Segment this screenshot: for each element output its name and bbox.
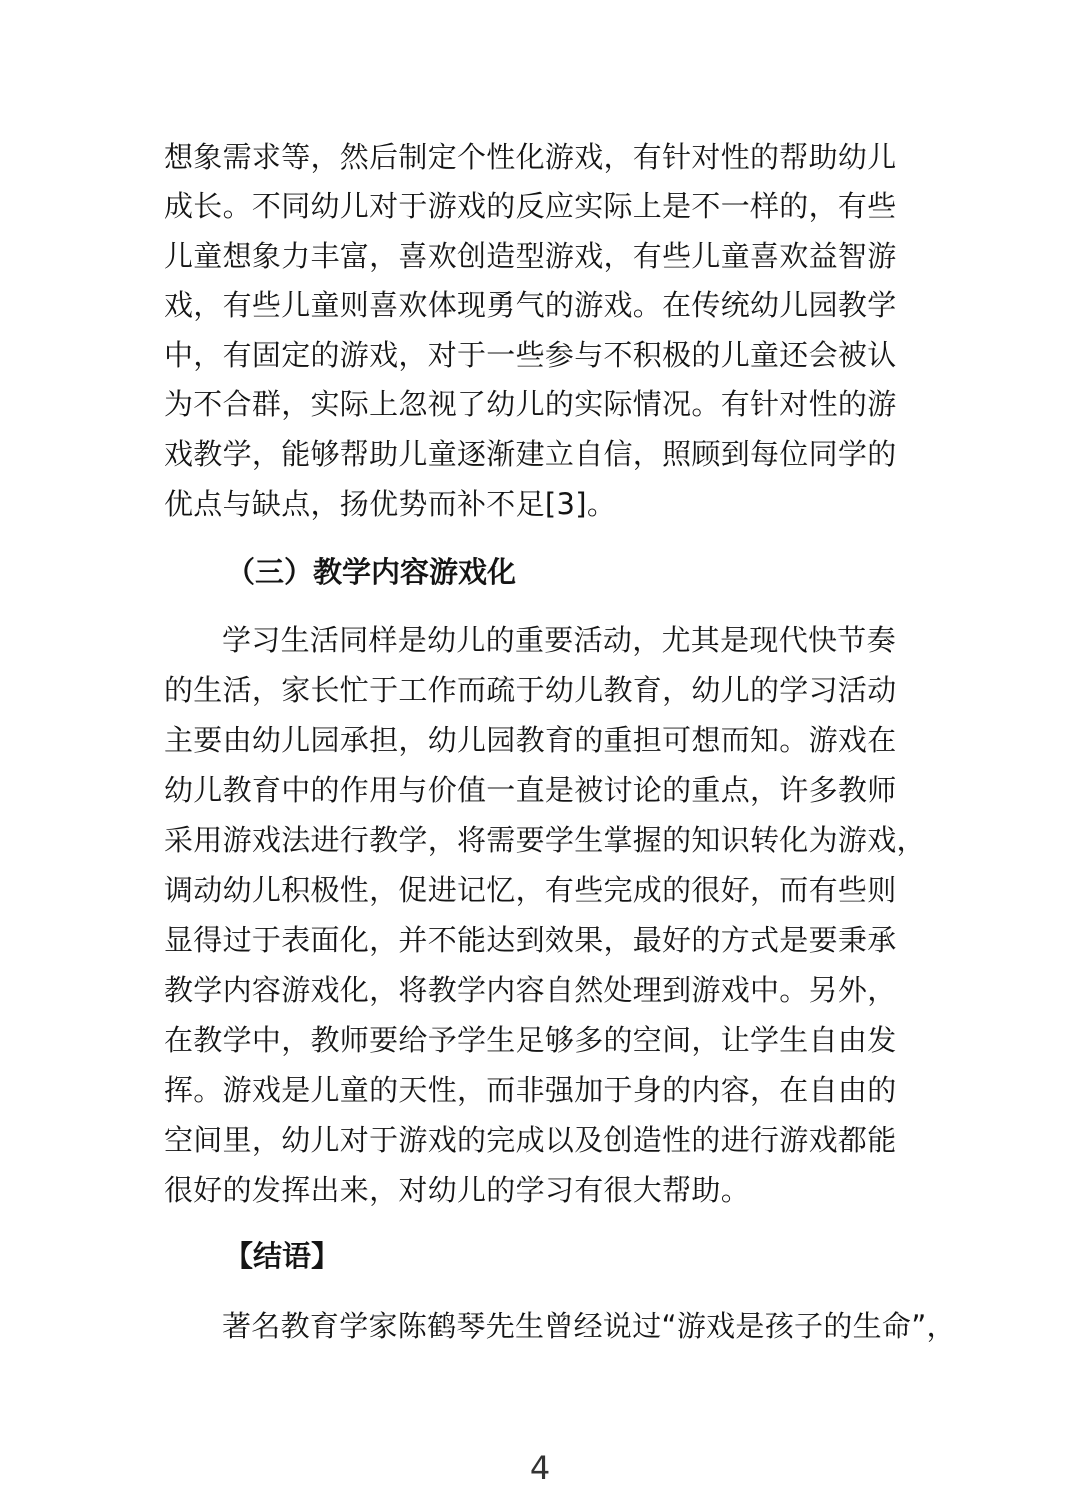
text-line: 戏，有些儿童则喜欢体现勇气的游戏。在传统幼儿园教学: [164, 288, 897, 322]
text-line: 主要由幼儿园承担，幼儿园教育的重担可想而知。游戏在: [164, 723, 897, 757]
text-line: 戏教学，能够帮助儿童逐渐建立自信，照顾到每位同学的: [164, 437, 897, 471]
text-line: 很好的发挥出来，对幼儿的学习有很大帮助。: [164, 1173, 751, 1207]
text-line: 为不合群，实际上忽视了幼儿的实际情况。有针对性的游: [164, 387, 897, 421]
text-line: 成长。不同幼儿对于游戏的反应实际上是不一样的，有些: [164, 189, 897, 223]
text-line: 学习生活同样是幼儿的重要活动，尤其是现代快节奏: [222, 623, 896, 657]
text-line: 在教学中，教师要给予学生足够多的空间，让学生自由发: [164, 1023, 897, 1057]
text-line: 采用游戏法进行教学，将需要学生掌握的知识转化为游戏，: [164, 823, 926, 857]
text-line: 著名教育学家陈鹤琴先生曾经说过“游戏是孩子的生命”，: [222, 1309, 956, 1343]
text-line: 显得过于表面化，并不能达到效果，最好的方式是要秉承: [164, 923, 897, 957]
text-line: 想象需求等，然后制定个性化游戏，有针对性的帮助幼儿: [164, 140, 897, 174]
text-line: 空间里，幼儿对于游戏的完成以及创造性的进行游戏都能: [164, 1123, 897, 1157]
text-line: 挥。游戏是儿童的天性，而非强加于身的内容，在自由的: [164, 1073, 897, 1107]
conclusion-heading: 【结语】: [224, 1239, 341, 1273]
text-line: 教学内容游戏化，将教学内容自然处理到游戏中。另外，: [164, 973, 897, 1007]
text-line: 幼儿教育中的作用与价值一直是被讨论的重点，许多教师: [164, 773, 897, 807]
text-line: 中，有固定的游戏，对于一些参与不积极的儿童还会被认: [164, 338, 897, 372]
section-heading: （三）教学内容游戏化: [226, 555, 517, 589]
text-line: 的生活，家长忙于工作而疏于幼儿教育，幼儿的学习活动: [164, 673, 897, 707]
text-line: 调动幼儿积极性，促进记忆，有些完成的很好，而有些则: [164, 873, 897, 907]
page-number: 4: [529, 1449, 551, 1487]
text-line: 儿童想象力丰富，喜欢创造型游戏，有些儿童喜欢益智游: [164, 239, 897, 273]
text-line: 优点与缺点，扬优势而补不足[3]。: [164, 487, 617, 521]
